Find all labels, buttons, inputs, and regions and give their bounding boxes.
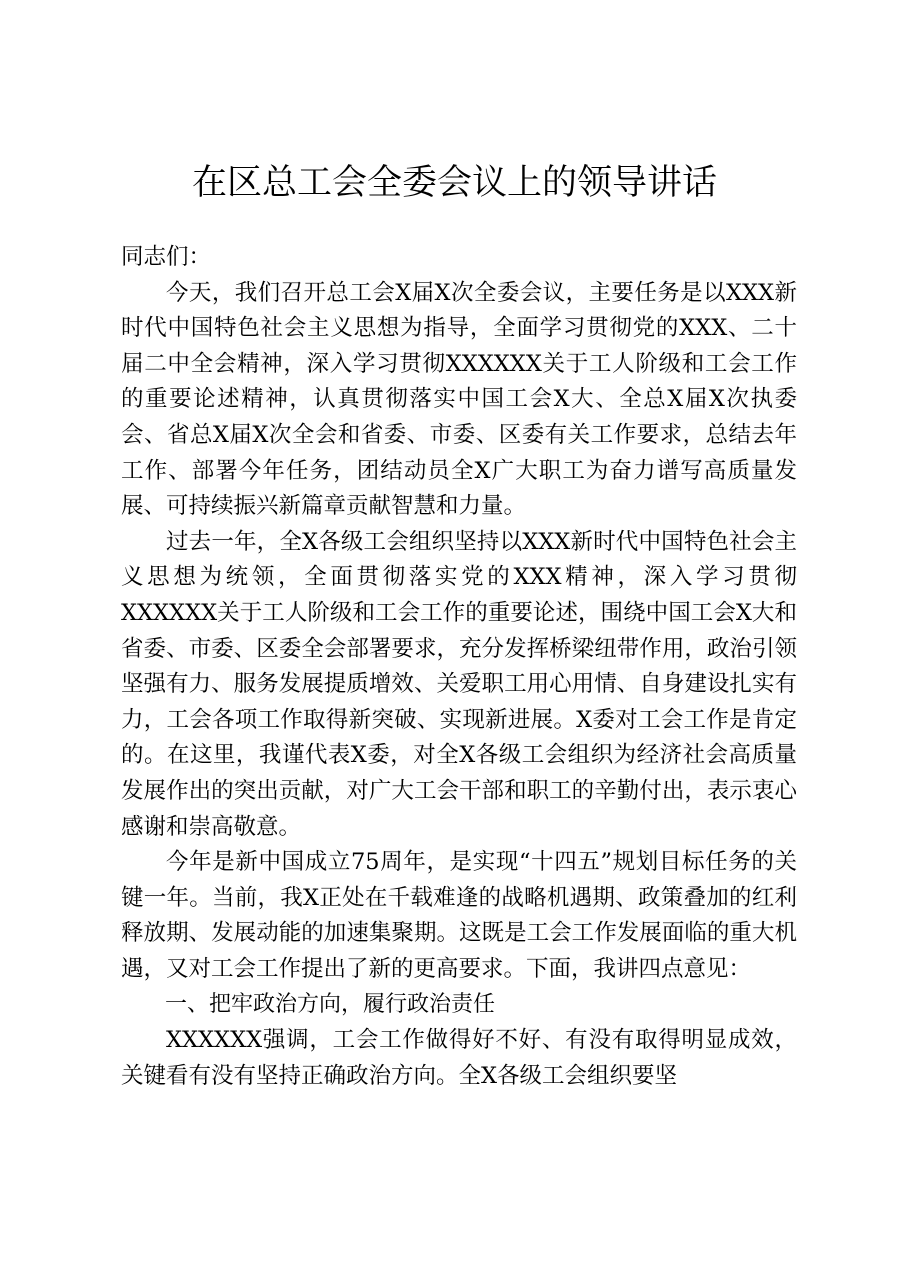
document-title: 在区总工会全委会议上的领导讲话 <box>191 163 717 203</box>
section-paragraph: XXXXXX强调，工会工作做得好不好、有没有取得明显成效，关键看有没有坚持正确政治方向。全X各级工会组织要坚 <box>121 1027 797 1089</box>
body-paragraph-3: 今年是新中国成立75周年，是实现“十四五”规划目标任务的关键一年。当前，我X正处在千载难逢的战略机遇期、政策叠加的红利释放期、发展动能的加速集聚期。这既是工会工作发展面临的重大机遇，又对工会工作提出了新的更高要求。下面，我讲四点意见： <box>121 849 797 982</box>
body-paragraph-2: 过去一年，全X各级工会组织坚持以XXX新时代中国特色社会主义思想为统领，全面贯彻落实党的XXX精神，深入学习贯彻XXXXXX关于工人阶级和工会工作的重要论述，围绕中国工会X大和省委、市委、区委全会部署要求，充分发挥桥梁纽带作用，政治引领坚强有力、服务发展提质增效、关爱职工用心用情、自身建设扎实有力，工会各项工作取得新突破、实现新进展。X委对工会工作是肯定的。在这里，我谨代表X委，对全X各级工会组织为经济社会高质量发展作出的突出贡献，对广大工会干部和职工的辛勤付出，表示衷心感谢和崇高敬意。 <box>121 528 797 840</box>
salutation: 同志们： <box>121 244 212 270</box>
section-heading: 一、把牢政治方向，履行政治责任 <box>165 992 496 1018</box>
body-paragraph-1: 今天，我们召开总工会X届X次全委会议，主要任务是以XXX新时代中国特色社会主义思想为指导，全面学习贯彻党的XXX、二十届二中全会精神，深入学习贯彻XXXXXX关于工人阶级和工会工作的重要论述精神，认真贯彻落实中国工会X大、全总X届X次执委会、省总X届X次全会和省委、市委、区委有关工作要求，总结去年工作、部署今年任务，团结动员全X广大职工为奋力谱写高质量发展、可持续振兴新篇章贡献智慧和力量。 <box>121 279 797 520</box>
document-body <box>121 240 797 1094</box>
